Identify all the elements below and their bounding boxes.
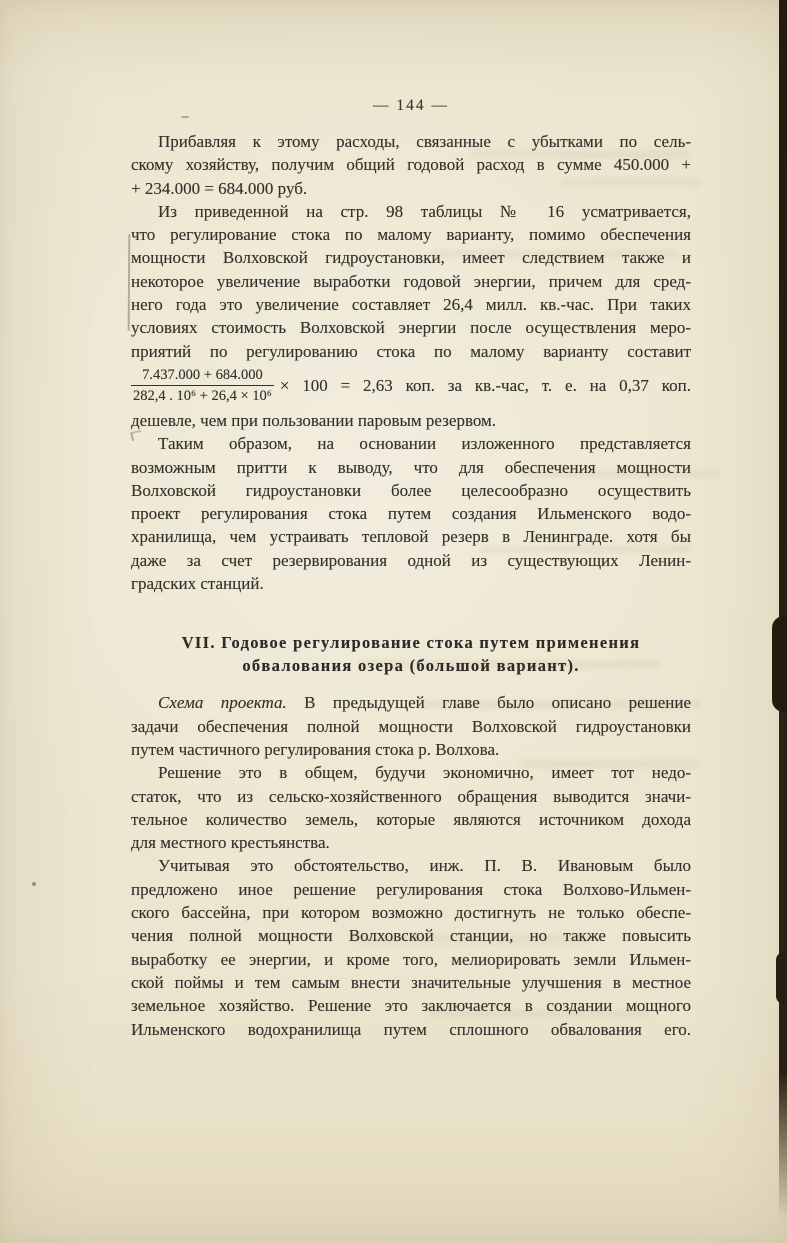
text-line: скому хозяйству, получим общий годовой расход в сумме 450.000 +	[131, 155, 691, 175]
text-line: тельное количество земель, которые являются источником дохода	[131, 809, 691, 829]
ink-speck	[32, 882, 36, 886]
text-line: приятий по регулированию стока по малому варианту составит	[131, 341, 691, 361]
text-line: мощности Волховской гидроустановки, имеет следствием также и	[131, 248, 691, 268]
text-line: Таким образом, на основании изложенного представляется	[158, 434, 691, 454]
text-line: дешевле, чем при пользовании паровым резервом.	[131, 410, 497, 430]
text-line: Решение это в общем, будучи экономично, имеет тот недо-	[158, 763, 691, 783]
fraction-denominator: 282,4 . 10⁶ + 26,4 × 10⁶	[131, 385, 274, 406]
text-line: даже за счет резервирования одной из существующих Ленин-	[131, 550, 691, 570]
paragraph	[131, 854, 691, 1040]
text-line: для местного крестьянства.	[131, 833, 330, 853]
text-line: Ильменского водохранилища путем сплошного обвалования его.	[131, 1019, 691, 1039]
book-edge-shadow	[779, 0, 787, 1218]
cost-formula	[131, 363, 691, 409]
text-line: + 234.000 = 684.000 руб.	[131, 178, 308, 198]
section-heading-line: VII. Годовое регулирование стока путем применения	[181, 633, 641, 653]
text-line: Учитывая это обстоятельство, инж. П. В. Ивановым было	[158, 856, 691, 876]
section-heading-line: обвалования озера (большой вариант).	[242, 656, 580, 676]
text-line: земельное хозяйство. Решение это заключается в создании мощного	[131, 996, 691, 1016]
text-line: Волховской гидроустановки более целесообразно осуществить	[131, 480, 691, 500]
paragraph	[131, 691, 691, 761]
text-line: условиях стоимость Волховской энергии после осуществления меро-	[131, 318, 691, 338]
text-line: Прибавляя к этому расходы, связанные с убытками по сель-	[158, 132, 691, 151]
text-line: хранилища, чем устраивать тепловой резерв в Ленинграде. хотя бы	[131, 527, 691, 547]
text-line: градских станций.	[131, 574, 264, 594]
paragraph	[131, 200, 691, 432]
text-line: выработку ее энергии, и кроме того, мелиорировать земли Ильмен-	[131, 949, 691, 969]
section-heading	[131, 631, 691, 677]
run-in-subheading: Схема проекта.	[158, 693, 287, 713]
text-line: предложено иное решение регулирования стока Волхово-Ильмен-	[131, 879, 691, 899]
book-edge-shadow-bulge	[776, 952, 787, 1004]
text-line: задачи обеспечения полной мощности Волховской гидроустановки	[131, 716, 691, 736]
text-line: что регулирование стока по малому варианту, помимо обеспечения	[131, 225, 691, 245]
paragraph	[131, 761, 691, 854]
text-line: чения полной мощности Волховской станции, но также повысить	[131, 926, 691, 946]
margin-pencil-line	[128, 234, 131, 331]
text-line: него года это увеличение составляет 26,4 милл. кв.-час. При таких	[131, 295, 691, 315]
page-number: — 144 —	[373, 97, 449, 114]
text-span: В предыдущей главе было описано решение	[286, 693, 691, 713]
text-line: ской поймы и тем самым внести значительные улучшения в местное	[131, 972, 691, 992]
formula-fraction	[131, 366, 274, 407]
formula-result: × 100 = 2,63 коп. за кв.-час, т. е. на 0,37 коп.	[279, 376, 691, 396]
paragraph	[131, 130, 691, 200]
book-edge-shadow-bulge	[772, 616, 787, 712]
text-line: некоторое увеличение выработки годовой энергии, причем для сред-	[131, 271, 691, 291]
text-line	[131, 691, 691, 714]
text-line: Из приведенной на стр. 98 таблицы № 16 усматривается,	[158, 201, 691, 221]
paragraph	[131, 432, 691, 595]
text-line: возможным притти к выводу, что для обеспечения мощности	[131, 457, 691, 477]
fraction-numerator: 7.437.000 + 684.000	[142, 366, 263, 383]
text-line: статок, что из сельско-хозяйственного обращения выводится значи-	[131, 786, 691, 806]
text-line: путем частичного регулирования стока р. Волхова.	[131, 739, 500, 759]
text-line: ского бассейна, при котором возможно достигнуть не только обеспе-	[131, 903, 691, 923]
text-line: проект регулирования стока путем создания Ильменского водо-	[131, 504, 691, 524]
text-column	[131, 96, 691, 1041]
